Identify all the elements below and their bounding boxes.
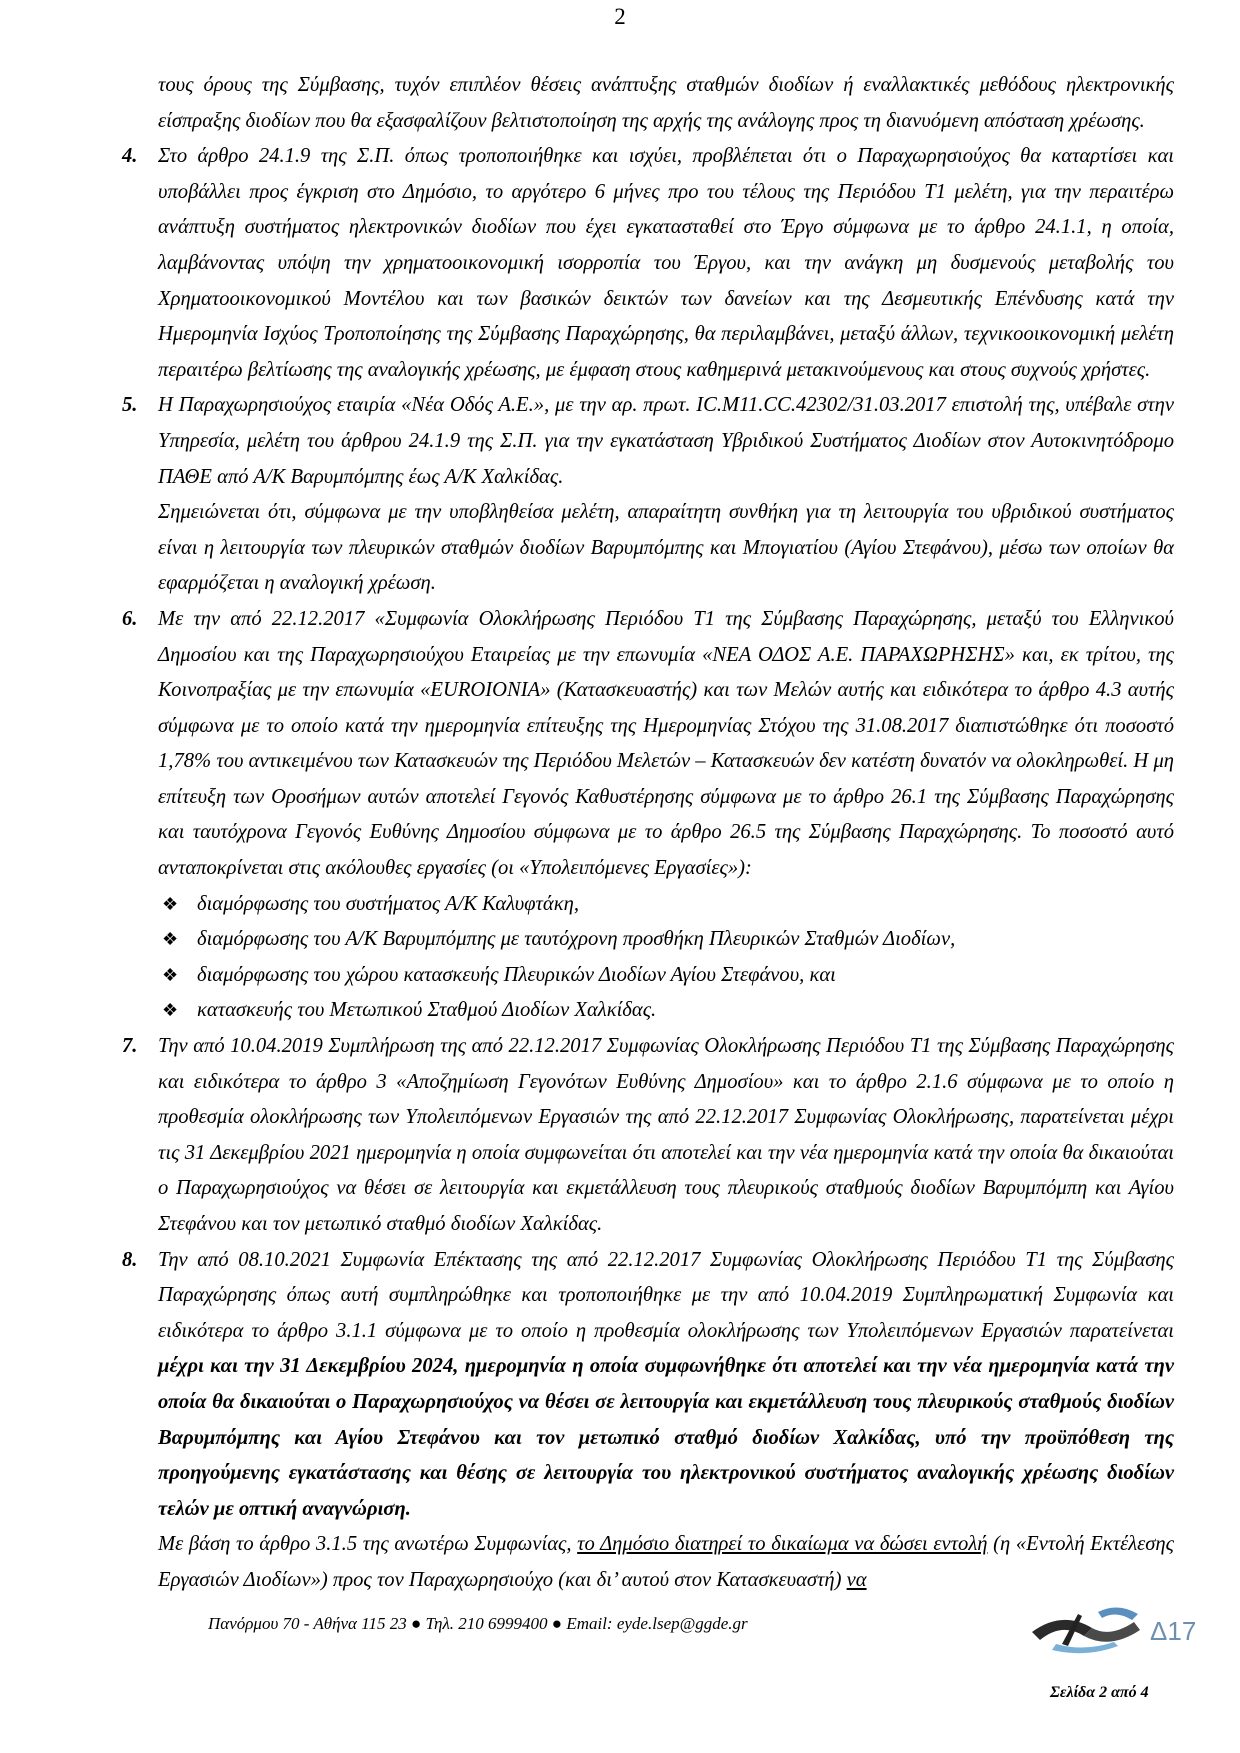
- list-item: ❖ διαμόρφωσης του Α/Κ Βαρυμπόμπης με ταυτόχρονη προσθήκη Πλευρικών Σταθμών Διοδίων,: [122, 922, 1174, 958]
- paragraph-text: Την από 10.04.2019 Συμπλήρωση της από 22.12.2017 Συμφωνίας Ολοκλήρωσης Περιόδου Τ1 της Σύμβασης Παραχώρησης και ειδικότερα το άρθρο 3 «Αποζημίωση Γεγονότων Ευθύνης Δημοσίου» και το άρθρο 2.1.6 σύμφωνα με το οποίο η προθεσμία ολοκλήρωσης των Υπολειπόμενων Εργασιών της από 22.12.2017 Συμφωνίας Ολοκλήρωσης, παρατείνεται μέχρι τις 31 Δεκεμβρίου 2021 ημερομηνία η οποία συμφωνείται ότι αποτελεί και την νέα ημερομηνία κατά την οποία θα δικαιούται ο Παραχωρησιούχος να θέσει σε λειτουργία και εκμετάλλευση τους πλευρικούς σταθμούς διοδίων Βαρυμπόμπη και Αγίου Στεφάνου και τον μετωπικό σταθμό διοδίων Χαλκίδας.: [158, 1035, 1174, 1235]
- diamond-bullet-icon: ❖: [162, 929, 179, 950]
- page-of-label: Σελίδα 2 από 4: [1050, 1684, 1149, 1701]
- paragraph-8-continuation: Με βάση το άρθρο 3.1.5 της ανωτέρω Συμφωνίας, το Δημόσιο διατηρεί το δικαίωμα να δώσει εντολή (η «Εντολή Εκτέλεσης Εργασιών Διοδίων») προς τον Παραχωρησιούχο (και δι’ αυτού στον Κατασκευαστή) να: [158, 1533, 1174, 1591]
- diamond-bullet-icon: ❖: [162, 964, 179, 985]
- underlined-text: να: [846, 1568, 867, 1591]
- paragraph-text: Η Παραχωρησιούχος εταιρία «Νέα Οδός Α.Ε.», με την αρ. πρωτ. IC.M11.CC.42302/31.03.2017 επιστολή της, υπέβαλε στην Υπηρεσία, μελέτη του άρθρου 24.1.9 της Σ.Π. για την εγκατάσταση Υβριδικού Συστήματος Διοδίων στον Αυτοκινητόδρομο ΠΑΘΕ από Α/Κ Βαρυμπόμπης έως Α/Κ Χαλκίδας.: [158, 394, 1174, 488]
- list-item: ❖ διαμόρφωσης του συστήματος Α/Κ Καλυφτάκη,: [122, 887, 1174, 923]
- paragraph-8: [122, 1243, 1174, 1528]
- paragraph-number: 8.: [122, 1248, 138, 1271]
- diamond-bullet-icon: ❖: [162, 1000, 179, 1021]
- paragraph-5: [122, 388, 1174, 495]
- paragraph-text: Την από 08.10.2021 Συμφωνία Επέκτασης της από 22.12.2017 Συμφωνίας Ολοκλήρωσης Περιόδου Τ1 της Σύμβασης Παραχώρησης όπως αυτή συμπληρώθηκε και τροποποιήθηκε με την από 10.04.2019 Συμπληρωματική Συμφωνία και ειδικότερα το άρθρο 3.1.1 σύμφωνα με το οποίο η προθεσμία ολοκλήρωσης των Υπολειπόμενων Εργασιών παρατείνεται: [158, 1248, 1174, 1342]
- paragraph-text: Στο άρθρο 24.1.9 της Σ.Π. όπως τροποποιήθηκε και ισχύει, προβλέπεται ότι ο Παραχωρησιούχος θα καταρτίσει και υποβάλλει προς έγκριση στο Δημόσιο, το αργότερο 6 μήνες προ του τέλους της Περιόδου Τ1 μελέτη, για την περαιτέρω ανάπτυξη συστήματος ηλεκτρονικών διοδίων που έχει εγκατασταθεί στο Έργο σύμφωνα με το άρθρο 24.1.1, η οποία, λαμβάνοντας υπόψη την χρηματοοικονομική ισορροπία του Έργου, και την ανάγκη μη δυσμενούς μεταβολής του Χρηματοοικονομικού Μοντέλου και των βασικών δεικτών των δανείων και της Δεσμευτικής Επένδυσης κατά την Ημερομηνία Ισχύος Τροποποίησης της Σύμβασης Παραχώρησης, θα περιλαμβάνει, μεταξύ άλλων, τεχνικοοικονομική μελέτη περαιτέρω βελτίωσης της αναλογικής χρέωσης, με έμφαση στους καθημερινά μετακινούμενους και στους συχνούς χρήστες.: [158, 145, 1174, 381]
- diamond-bullet-icon: ❖: [162, 893, 179, 914]
- list-item: ❖ διαμόρφωσης του χώρου κατασκευής Πλευρικών Διοδίων Αγίου Στεφάνου, και: [122, 958, 1174, 994]
- paragraph-7: [122, 1029, 1174, 1243]
- logo-text: Δ17: [1150, 1616, 1197, 1646]
- paragraph-number: 6.: [122, 607, 138, 630]
- paragraph-number: 4.: [122, 145, 138, 168]
- paragraph-6: [122, 602, 1174, 887]
- paragraph-5-note: Σημειώνεται ότι, σύμφωνα με την υποβληθείσα μελέτη, απαραίτητη συνθήκη για τη λειτουργία του υβριδικού συστήματος είναι η λειτουργία των πλευρικών σταθμών διοδίων Βαρυμπόμπης και Μπογιατίου (Αγίου Στεφάνου), μέσω των οποίων θα εφαρμόζεται η αναλογική χρέωση.: [158, 501, 1174, 595]
- document-body: [122, 68, 1174, 1599]
- remaining-works-list: [122, 887, 1174, 1029]
- paragraph-continuation: τους όρους της Σύμβασης, τυχόν επιπλέον θέσεις ανάπτυξης σταθμών διοδίων ή εναλλακτικές μεθόδους ηλεκτρονικής είσπραξης διοδίων που θα εξασφαλίζουν βελτιστοποίηση της αρχής της ανάλογης προς τη διανυόμενη απόσταση χρέωσης.: [158, 74, 1174, 132]
- paragraph-number: 7.: [122, 1035, 138, 1058]
- underlined-text: το Δημόσιο διατηρεί το δικαίωμα να δώσει εντολή: [577, 1533, 988, 1556]
- paragraph-text: Με την από 22.12.2017 «Συμφωνία Ολοκλήρωσης Περιόδου Τ1 της Σύμβασης Παραχώρησης, μεταξύ του Ελληνικού Δημοσίου και της Παραχωρησιούχου Εταιρείας με την επωνυμία «ΝΕΑ ΟΔΟΣ Α.Ε. ΠΑΡΑΧΩΡΗΣΗΣ» και, εκ τρίτου, της Κοινοπραξίας με την επωνυμία «EUROIONIA» (Κατασκευαστής) και των Μελών αυτής και ειδικότερα το άρθρο 4.3 αυτής σύμφωνα με το οποίο κατά την ημερομηνία επίτευξης της Ημερομηνίας Στόχου της 31.08.2017 διαπιστώθηκε ότι ποσοστό 1,78% του αντικειμένου των Κατασκευών της Περιόδου Μελετών – Κατασκευών δεν κατέστη δυνατόν να ολοκληρωθεί. Η μη επίτευξη των Οροσήμων αυτών αποτελεί Γεγονός Καθυστέρησης σύμφωνα με το άρθρο 26.1 της Σύμβασης Παραχώρησης και ταυτόχρονα Γεγονός Ευθύνης Δημοσίου σύμφωνα με το άρθρο 26.5 της Σύμβασης Παραχώρησης. Το ποσοστό αυτό ανταποκρίνεται στις ακόλουθες εργασίες (οι «Υπολειπόμενες Εργασίες»):: [158, 607, 1174, 880]
- footer-address: Πανόρμου 70 - Αθήνα 115 23 ● Τηλ. 210 6999400 ● Email: eyde.lsep@ggde.gr: [208, 1614, 748, 1633]
- ministry-logo-icon: [1022, 1592, 1212, 1662]
- paragraph-bold-text: μέχρι και την 31 Δεκεμβρίου 2024, ημερομηνία η οποία συμφωνήθηκε ότι αποτελεί και την νέα ημερομηνία κατά την οποία θα δικαιούται ο Παραχωρησιούχος να θέσει σε λειτουργία και εκμετάλλευση τους πλευρικούς σταθμούς διοδίων Βαρυμπόμπης και Αγίου Στεφάνου και τον μετωπικό σταθμό διοδίων Χαλκίδας, υπό την προϋπόθεση της προηγούμενης εγκατάστασης και θέσης σε λειτουργία του ηλεκτρονικού συστήματος αναλογικής χρέωσης διοδίων τελών με οπτική αναγνώριση.: [158, 1355, 1174, 1520]
- paragraph-number: 5.: [122, 394, 138, 417]
- paragraph-4: [122, 139, 1174, 388]
- page-number: 2: [614, 4, 626, 29]
- list-item: ❖ κατασκευής του Μετωπικού Σταθμού Διοδίων Χαλκίδας.: [122, 993, 1174, 1029]
